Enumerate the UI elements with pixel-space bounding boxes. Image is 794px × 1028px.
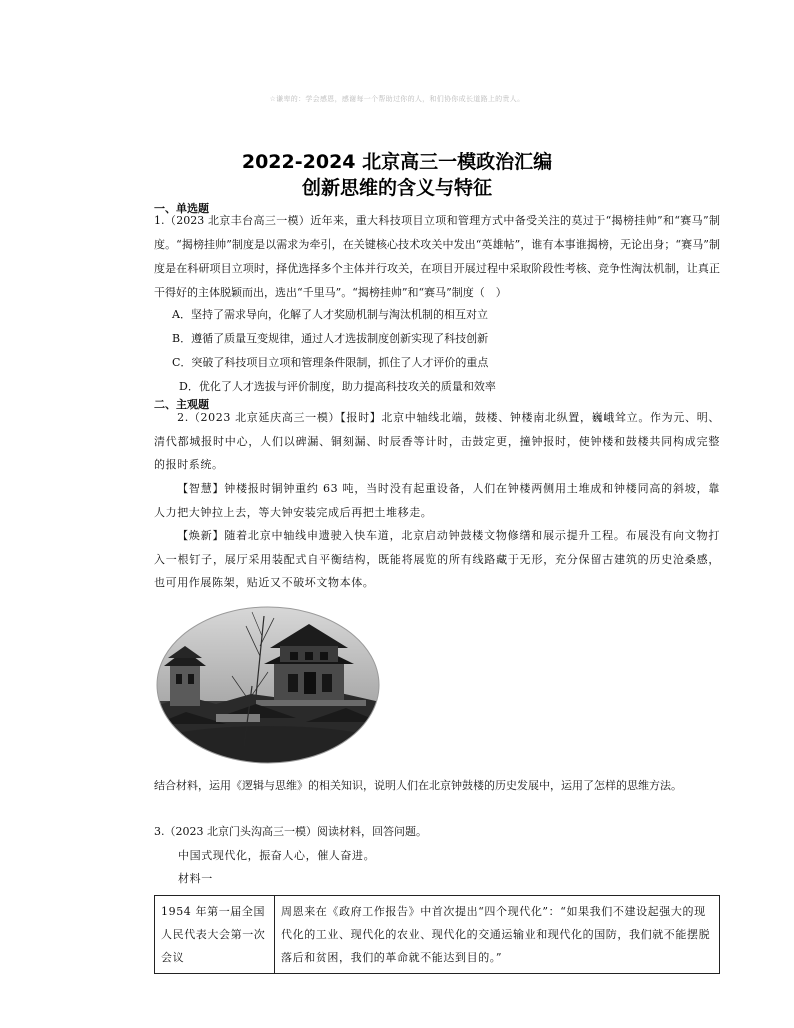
- question-3-intro: 中国式现代化，振奋人心，催人奋进。: [178, 849, 376, 862]
- table-cell-content: 周恩来在《政府工作报告》中首次提出“四个现代化”：“如果我们不建设起强大的现代化的工业、现代化的农业、现代化的交通运输业和现代化的国防，我们就不能摆脱落后和贫困，我们的革命就不能达到目的。”: [275, 896, 720, 974]
- question-1-option-a: A．坚持了需求导向，化解了人才奖励机制与淘汰机制的相互对立: [172, 308, 488, 321]
- bell-tower-photo: [156, 606, 380, 764]
- page-title: 2022-2024 北京高三一模政治汇编: [241, 151, 553, 173]
- watermark-text: ☆谦卑的：学会感恩，感谢每一个帮助过你的人，和们协你成长道路上的贵人。: [269, 95, 525, 103]
- material-label: 材料一: [178, 872, 213, 885]
- question-2-paragraph-3: 【焕新】随着北京中轴线申遗驶入快车道，北京启动钟鼓楼文物修缮和展示提升工程。布展没有向文物打入一根钉子，展厅采用装配式自平衡结构，既能将展览的所有线路藏于无形，充分保留古建筑的历史沧桑感，也可用作展陈架，贴近又不破坏文物本体。: [154, 529, 720, 589]
- question-2-prompt: 结合材料，运用《逻辑与思维》的相关知识，说明人们在北京钟鼓楼的历史发展中，运用了怎样的思维方法。: [154, 779, 682, 792]
- table-cell-event: 1954 年第一届全国人民代表大会第一次会议: [155, 896, 275, 974]
- question-1-option-d: D．优化了人才选拔与评价制度，助力提高科技攻关的质量和效率: [179, 380, 496, 393]
- question-1-option-b: B．遵循了质量互变规律，通过人才选拔制度创新实现了科技创新: [172, 332, 489, 345]
- question-3-heading: 3.（2023 北京门头沟高三一模）阅读材料，回答问题。: [154, 825, 427, 838]
- question-2-paragraph-2: 【智慧】钟楼报时铜钟重约 63 吨，当时没有起重设备，人们在钟楼两侧用土堆成和钟楼同高的斜坡，靠人力把大钟拉上去，等大钟安装完成后再把土堆移走。: [154, 482, 720, 519]
- section-heading-subjective: 二、主观题: [154, 398, 209, 411]
- question-2-paragraph-1: 2.（2023 北京延庆高三一模）【报时】北京中轴线北端，鼓楼、钟楼南北纵置，巍峨耸立。作为元、明、清代都城报时中心，人们以碑漏、铜刻漏、时辰香等计时，击鼓定更，撞钟报时，使钟楼和鼓楼共同构成完整的报时系统。: [154, 411, 720, 471]
- section-heading-single-choice: 一、单选题: [154, 202, 209, 215]
- table-row: [155, 896, 720, 974]
- page-subtitle: 创新思维的含义与特征: [301, 177, 492, 199]
- question-1-text: 1.（2023 北京丰台高三一模）近年来，重大科技项目立项和管理方式中备受关注的莫过于“揭榜挂帅”和“赛马”制度。“揭榜挂帅”制度是以需求为牵引，在关键核心技术攻关中发出“英雄帖”，谁有本事谁揭榜，无论出身；“赛马”制度是在科研项目立项时，择优选择多个主体并行攻关，在项目开展过程中采取阶段性考核、竞争性淘汰机制，让真正干得好的主体脱颖而出，选出“千里马”。“揭榜挂帅”和“赛马”制度（ ）: [154, 214, 720, 299]
- material-table: [154, 895, 720, 974]
- question-1-option-c: C．突破了科技项目立项和管理条件限制，抓住了人才评价的重点: [172, 356, 489, 369]
